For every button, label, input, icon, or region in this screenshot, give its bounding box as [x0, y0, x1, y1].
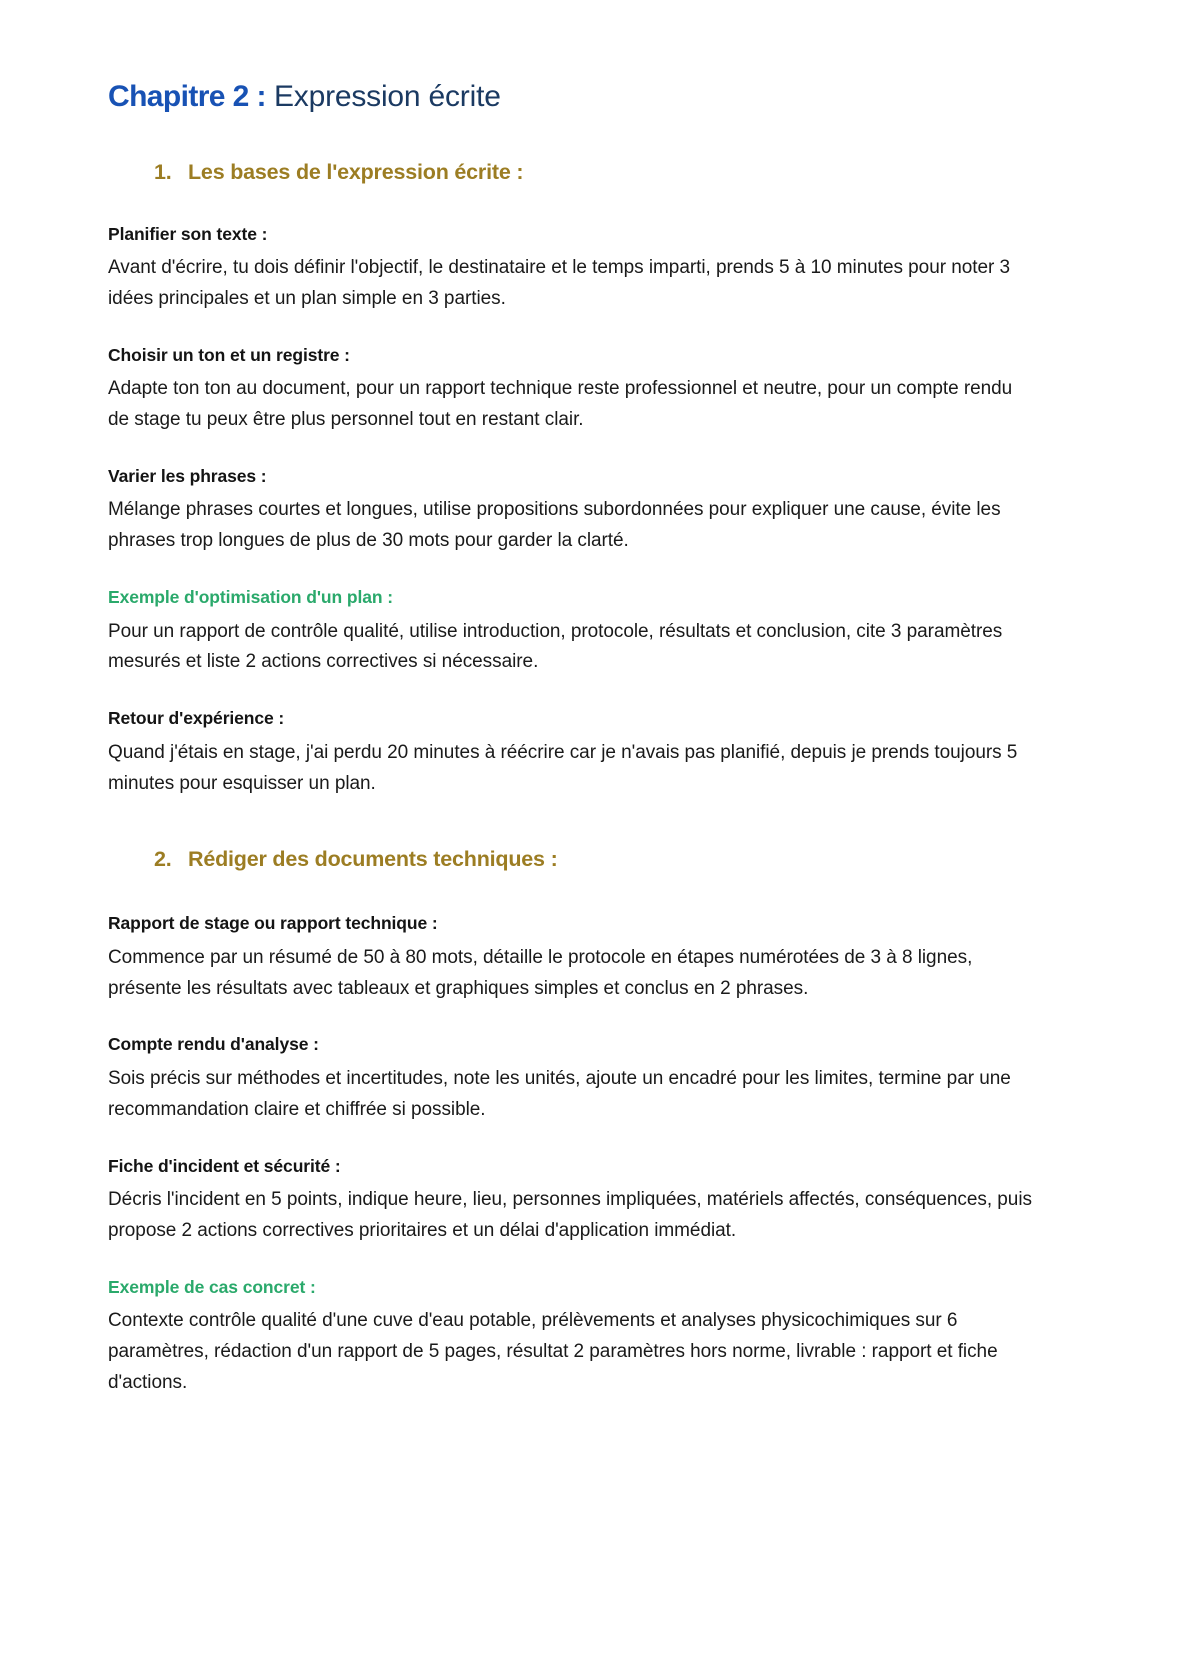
section-title-2: Rédiger des documents techniques : — [188, 847, 558, 872]
content-block — [108, 344, 1050, 436]
chapter-label: Chapitre 2 : — [108, 80, 266, 113]
block-heading: Varier les phrases : — [108, 465, 267, 486]
section-2 — [108, 847, 1050, 1398]
example-block — [108, 586, 1050, 678]
block-heading: Choisir un ton et un registre : — [108, 344, 350, 365]
content-block — [108, 707, 1050, 799]
section-title-1: Les bases de l'expression écrite : — [188, 159, 524, 184]
chapter-name: Expression écrite — [273, 80, 501, 113]
block-body: Mélange phrases courtes et longues, utilise propositions subordonnées pour expliquer une cause, évite les phrases trop longues de plus de 30 mots pour garder la clarté. — [108, 499, 1001, 552]
content-block — [108, 1155, 1050, 1247]
block-body: Avant d'écrire, tu dois définir l'objectif, le destinataire et le temps imparti, prends 5 à 10 minutes pour noter 3 idées principales et un plan simple en 3 parties. — [108, 257, 1011, 309]
content-block — [108, 223, 1050, 315]
block-body: Sois précis sur méthodes et incertitudes, note les unités, ajoute un encadré pour les limites, termine par une recommandation claire et chiffrée si possible. — [108, 1068, 1011, 1120]
block-heading: Planifier son texte : — [108, 223, 268, 244]
block-heading: Fiche d'incident et sécurité : — [108, 1155, 341, 1176]
section-number-1: 1. — [154, 159, 172, 184]
content-block — [108, 1033, 1050, 1125]
example-heading: Exemple de cas concret : — [108, 1276, 316, 1297]
block-body: Décris l'incident en 5 points, indique heure, lieu, personnes impliquées, matériels affectés, conséquences, puis propose 2 actions correctives prioritaires et un délai d'application immédiat. — [108, 1189, 1032, 1241]
block-heading: Rapport de stage ou rapport technique : — [108, 913, 438, 934]
section-number-2: 2. — [154, 847, 172, 872]
example-block — [108, 1276, 1050, 1399]
example-heading: Exemple d'optimisation d'un plan : — [108, 586, 393, 607]
section-heading-1 — [108, 160, 1050, 185]
content-block — [108, 465, 1050, 557]
block-body: Contexte contrôle qualité d'une cuve d'eau potable, prélèvements et analyses physicochimiques sur 6 paramètres, rédaction d'un rapport de 5 pages, résultat 2 paramètres hors norme, livrable : rapport et fiche d'actions. — [108, 1310, 998, 1393]
block-body: Pour un rapport de contrôle qualité, utilise introduction, protocole, résultats et conclusion, cite 3 paramètres mesurés et liste 2 actions correctives si nécessaire. — [108, 620, 1003, 673]
section-heading-2 — [108, 847, 1050, 872]
content-block — [108, 912, 1050, 1004]
block-body: Adapte ton ton au document, pour un rapport technique reste professionnel et neutre, pour un compte rendu de stage tu peux être plus personnel tout en restant clair. — [108, 378, 1013, 431]
page-title — [108, 78, 1050, 116]
block-heading: Retour d'expérience : — [108, 708, 285, 729]
block-heading: Compte rendu d'analyse : — [108, 1034, 319, 1055]
block-body: Commence par un résumé de 50 à 80 mots, détaille le protocole en étapes numérotées de 3 à 8 lignes, présente les résultats avec tableaux et graphiques simples et conclus en 2 phrases. — [108, 946, 973, 999]
section-1 — [108, 160, 1050, 800]
block-body: Quand j'étais en stage, j'ai perdu 20 minutes à réécrire car je n'avais pas planifié, depuis je prends toujours 5 minutes pour esquisser un plan. — [108, 741, 1018, 794]
